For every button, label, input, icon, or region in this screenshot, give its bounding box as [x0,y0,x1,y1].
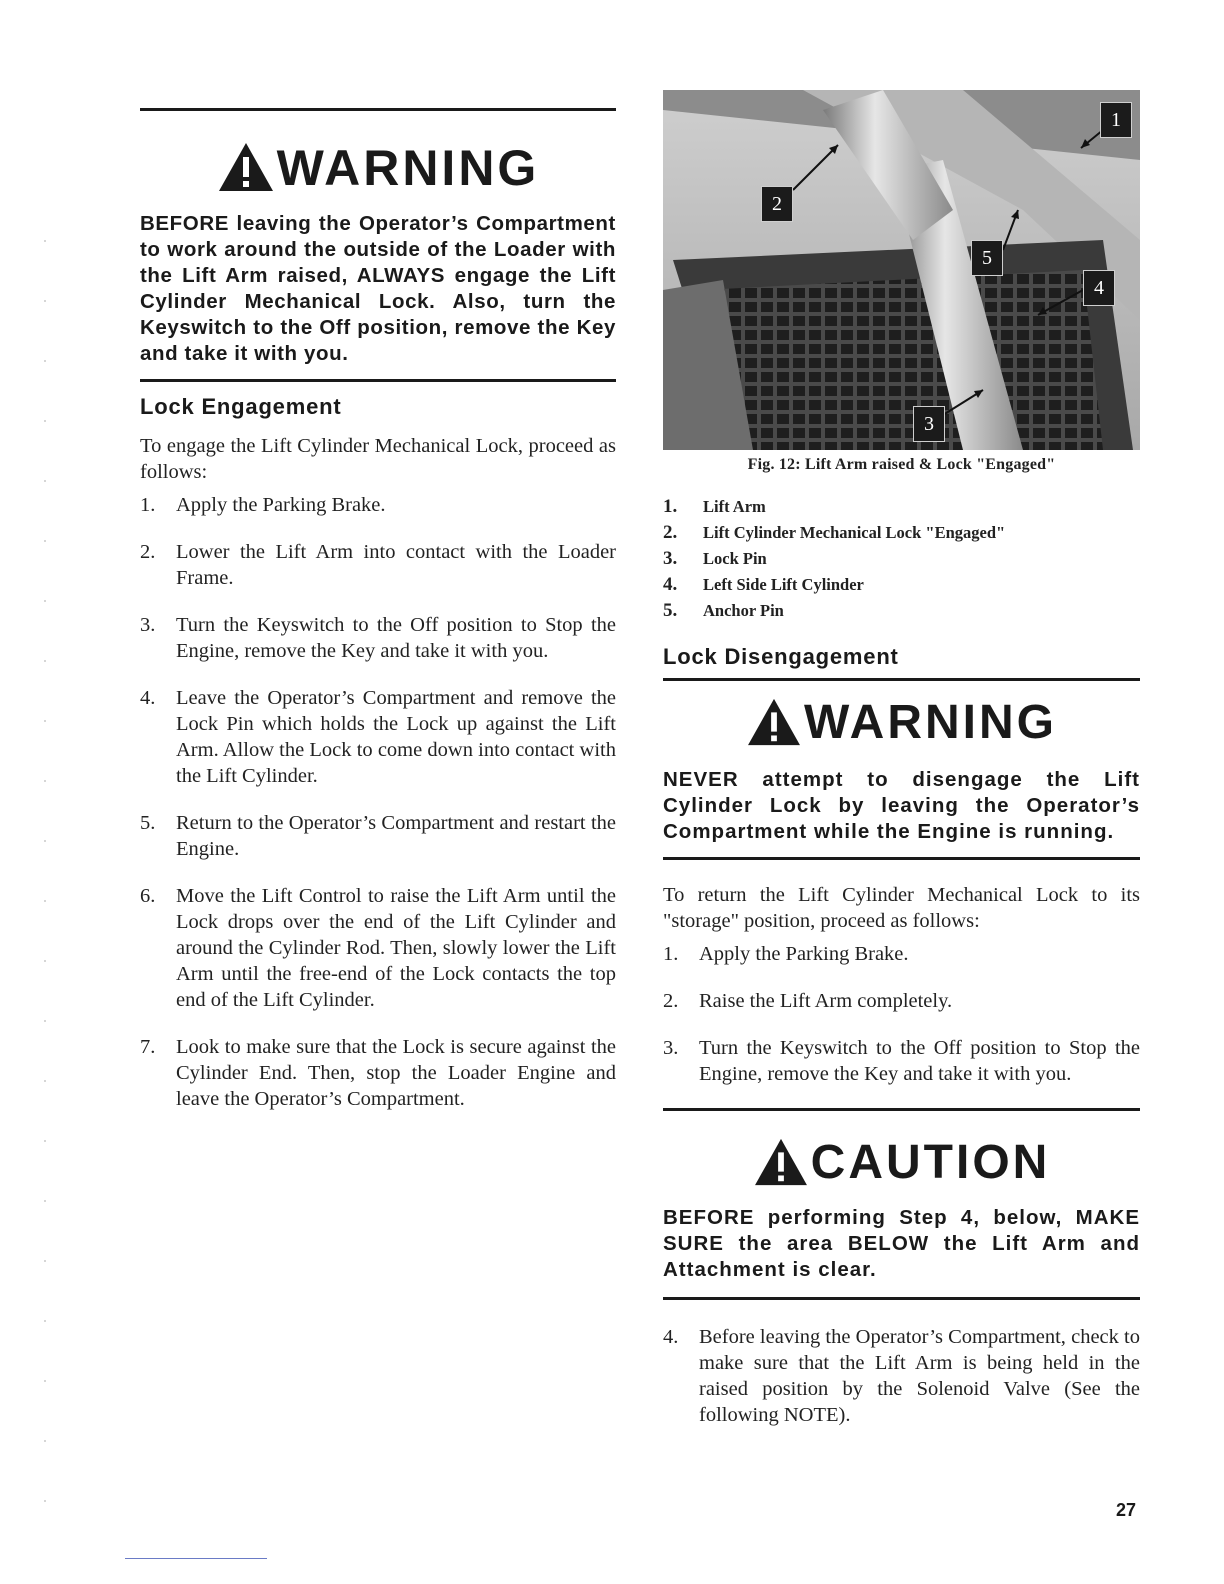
warning-top-rule [140,108,616,111]
warning2-bottom-rule [663,857,1140,860]
lock-engagement-heading: Lock Engagement [140,394,342,419]
callout-badge-2: 2 [761,186,793,222]
list-item: 2. Raise the Lift Arm completely. [663,990,953,1012]
list-item: 3. Turn the Keyswitch to the Off position to Stop the Engine, remove the Key and take it with you. [663,1037,1140,1085]
callout-badge-5: 5 [971,240,1003,276]
lock-disengagement-heading: Lock Disengagement [663,644,899,669]
page-number: 27 [1116,1500,1137,1520]
warning-title: WARNING [276,140,540,196]
warning-triangle-icon [746,697,802,747]
left-column [140,108,616,1133]
warning2-heading [663,697,1140,747]
callout-badge-3: 3 [913,406,945,442]
caution-bottom-rule [663,1297,1140,1300]
lock-disengagement-steps-continued [663,1324,1140,1428]
warning-heading [140,140,616,196]
caution-triangle-icon [753,1137,809,1187]
list-item: 6. Move the Lift Control to raise the Lift Arm until the Lock drops over the end of the Lift Cylinder and around the Cylinder Rod. Then, slowly lower the Lift Arm until the free-end of the Lock contacts the top end of the Lift Cylinder. [140,885,616,1011]
callout-badge-4: 4 [1083,270,1115,306]
warning-bottom-rule [140,379,616,382]
list-item: 4. Leave the Operator’s Compartment and remove the Lock Pin which holds the Lock up against the Lift Arm. Allow the Lock to come down into contact with the Lift Cylinder. [140,687,616,787]
footer-line [125,1558,267,1559]
lock-engagement-steps [140,492,616,1112]
figure-caption: Fig. 12: Lift Arm raised & Lock "Engaged" [747,456,1056,473]
caution-top-rule [663,1108,1140,1111]
loader-lift-arm-illustration [663,90,1140,450]
warning2-text: NEVER attempt to disengage the Lift Cylinder Lock by leaving the Operator’s Compartment while the Engine is running. [663,768,1140,843]
caution-heading [663,1137,1140,1187]
callout-badge-1: 1 [1100,102,1132,138]
lock-engagement-intro: To engage the Lift Cylinder Mechanical Lock, proceed as follows: [140,435,616,483]
list-item: 4. Left Side Lift Cylinder [663,574,864,595]
list-item: 1. Lift Arm [663,496,766,517]
list-item: 5. Anchor Pin [663,600,784,621]
lock-disengagement-intro: To return the Lift Cylinder Mechanical Lock to its "storage" position, proceed as follows: [663,884,1140,932]
list-item: 1. Apply the Parking Brake. [663,943,909,965]
list-item: 4. Before leaving the Operator’s Compartment, check to make sure that the Lift Arm is being held in the raised position by the Solenoid Valve (See the following NOTE). [663,1326,1140,1426]
caution-text: BEFORE performing Step 4, below, MAKE SURE the area BELOW the Lift Arm and Attachment is clear. [663,1206,1140,1281]
warning-text: BEFORE leaving the Operator’s Compartment to work around the outside of the Loader with the Lift Arm raised, ALWAYS engage the Lift Cylinder Mechanical Lock. Also, turn the Keyswitch to the Off position, remove the Key and take it with you. [140,212,616,365]
list-item: 2. Lift Cylinder Mechanical Lock "Engaged" [663,522,1006,543]
list-item: 7. Look to make sure that the Lock is secure against the Cylinder End. Then, stop the Loader Engine and leave the Operator’s Compartment. [140,1036,616,1110]
scan-margin-marks [44,240,46,1540]
list-item: 5. Return to the Operator’s Compartment and restart the Engine. [140,812,616,860]
figure-legend [663,494,1140,624]
caution-title: CAUTION [810,1136,1051,1189]
list-item: 2. Lower the Lift Arm into contact with the Loader Frame. [140,541,616,589]
warning-triangle-icon [217,141,275,193]
warning2-top-rule [663,678,1140,681]
figure-12-photo [663,90,1140,450]
lock-disengagement-steps [663,941,1140,1087]
list-item: 3. Turn the Keyswitch to the Off position to Stop the Engine, remove the Key and take it with you. [140,614,616,662]
list-item: 1. Apply the Parking Brake. [140,494,386,516]
right-column [663,90,1140,1449]
list-item: 3. Lock Pin [663,548,767,569]
warning2-title: WARNING [804,696,1057,749]
